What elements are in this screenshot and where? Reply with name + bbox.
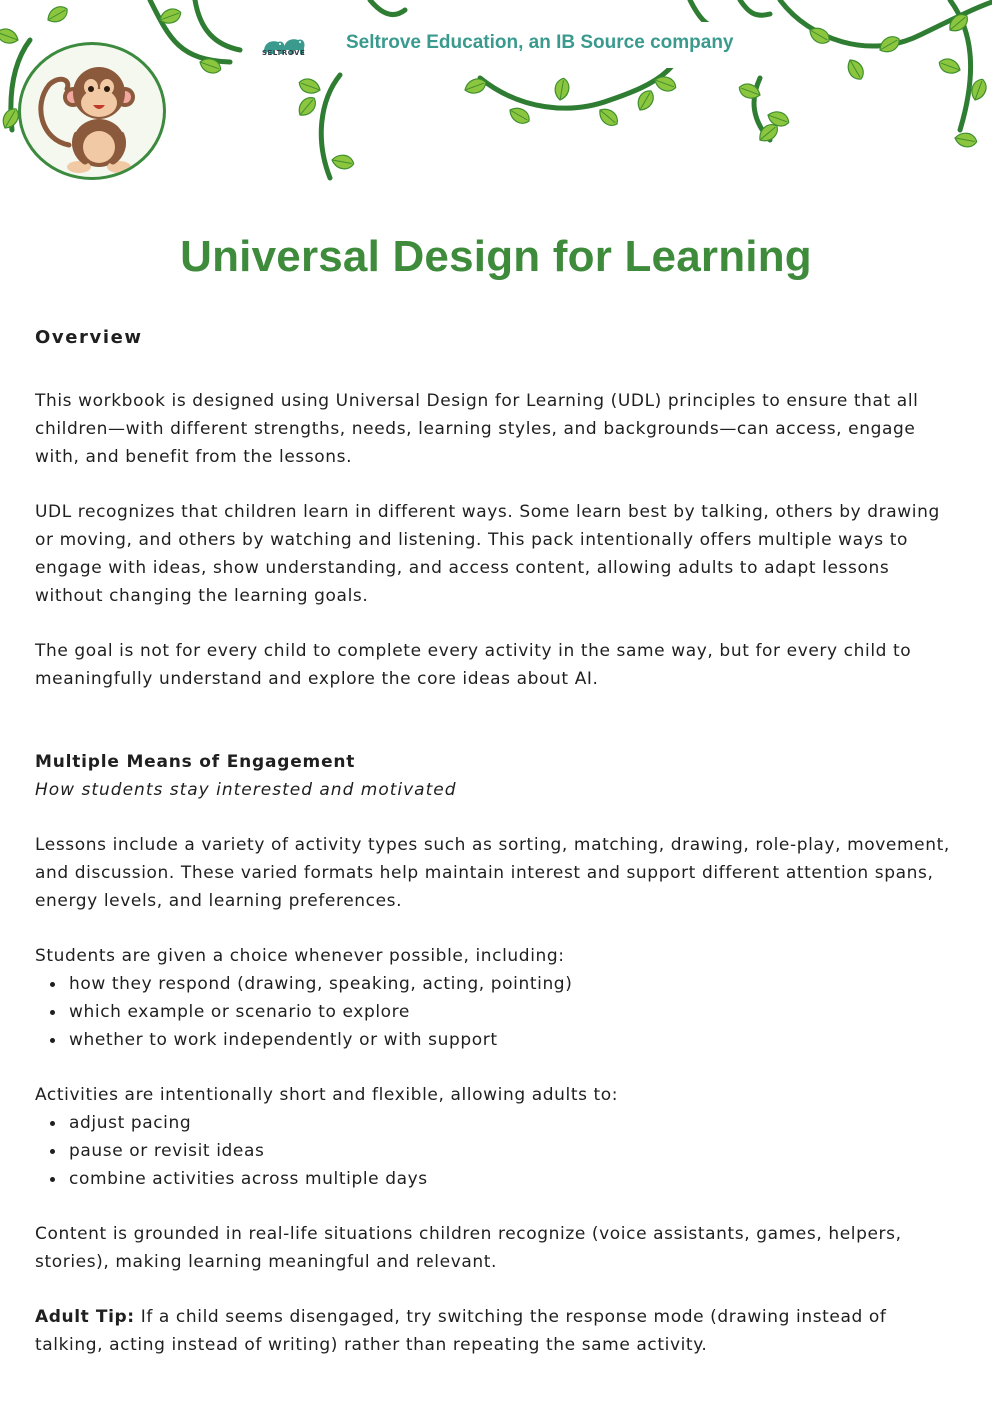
document-body: [35, 322, 960, 1359]
overview-heading: Overview: [35, 327, 143, 348]
engagement-subtitle: How students stay interested and motivated: [35, 780, 457, 800]
adult-tip-text: If a child seems disengaged, try switching the response mode (drawing instead of talking, acting instead of writing) rather than repeating the same activity.: [35, 1307, 887, 1355]
page-title: Universal Design for Learning: [180, 232, 812, 281]
list-item: adjust pacing: [35, 1109, 960, 1137]
adult-tip-label: Adult Tip:: [35, 1307, 135, 1327]
brand-name: Seltrove Education, an IB Source company: [346, 32, 734, 53]
real-life-paragraph: Content is grounded in real-life situations children recognize (voice assistants, games, helpers, stories), making learning meaningful and relevant.: [35, 1224, 902, 1272]
list-item: whether to work independently or with support: [35, 1026, 960, 1054]
list-item: pause or revisit ideas: [35, 1137, 960, 1165]
flex-list: [35, 1109, 960, 1193]
adult-tip: [35, 1303, 960, 1359]
list-item: combine activities across multiple days: [35, 1165, 960, 1193]
monkey-avatar: [18, 42, 166, 180]
brand-bar: [250, 22, 770, 68]
choice-list: [35, 970, 960, 1054]
overview-paragraph: This workbook is designed using Universal Design for Learning (UDL) principles to ensure that all children—with different strengths, needs, learning styles, and backgrounds—can access, engage with, and benefit from the lessons.: [35, 391, 919, 467]
engagement-intro: Lessons include a variety of activity types such as sorting, matching, drawing, role-play, movement, and discussion. These varied formats help maintain interest and support different attention spans, energy levels, and learning preferences.: [35, 835, 950, 911]
overview-paragraph: The goal is not for every child to complete every activity in the same way, but for every child to meaningfully understand and explore the core ideas about AI.: [35, 641, 912, 689]
page-header: [0, 0, 992, 200]
choice-intro: Students are given a choice whenever possible, including:: [35, 946, 565, 966]
overview-paragraph: UDL recognizes that children learn in different ways. Some learn best by talking, others by drawing or moving, and others by watching and listening. This pack intentionally offers multiple ways to engage with ideas, show understanding, and access content, allowing adults to adapt lessons without changing the learning goals.: [35, 502, 940, 606]
elephant-logo-icon: [260, 30, 308, 62]
monkey-icon: [21, 45, 166, 180]
list-item: which example or scenario to explore: [35, 998, 960, 1026]
flex-intro: Activities are intentionally short and flexible, allowing adults to:: [35, 1085, 619, 1105]
brand-logo-text: SELTROVE: [262, 49, 306, 57]
list-item: how they respond (drawing, speaking, acting, pointing): [35, 970, 960, 998]
engagement-heading: Multiple Means of Engagement: [35, 752, 356, 772]
